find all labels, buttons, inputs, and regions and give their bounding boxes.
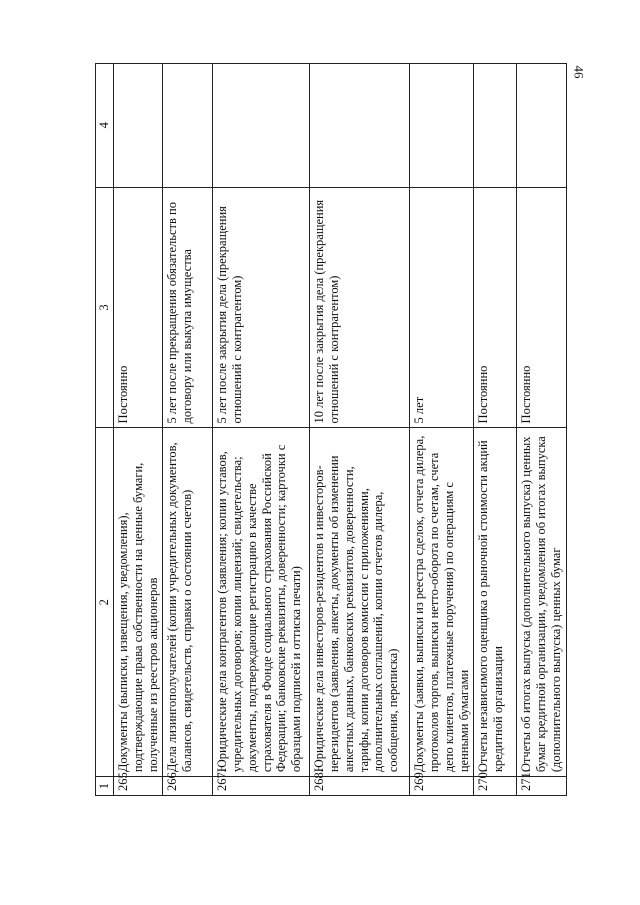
- header-cell-3: 3: [96, 187, 114, 428]
- table-row: [474, 64, 517, 796]
- row-retention-term: 5 лет после прекращения обязательств по договору или выкупа имущества: [163, 187, 213, 428]
- row-number: 266.: [163, 777, 213, 796]
- table-header-row: [96, 64, 114, 796]
- row-note: [474, 64, 517, 188]
- row-number: 270.: [474, 777, 517, 796]
- table-row: [310, 64, 410, 796]
- row-note: [517, 64, 566, 188]
- row-retention-term: 5 лет после закрытия дела (прекращения отношений с контрагентом): [213, 187, 310, 428]
- row-note: [310, 64, 410, 188]
- header-cell-4: 4: [96, 64, 114, 188]
- row-number: 271.: [517, 777, 566, 796]
- table: [95, 63, 567, 796]
- row-description: Юридические дела инвесторов-резидентов и инвесторов-нерезидентов (заявления, анкеты, документы об изменении анкетных данных, банковских реквизитов, доверенности, тарифы, копии договоров комиссии с приложениями, дополнительных соглашений, копии отчетов дилера, сообщения, переписка): [310, 428, 410, 777]
- row-description: Дела лизингополучателей (копии учредительных документов, балансов, свидетельств, справки о состоянии счетов): [163, 428, 213, 777]
- row-retention-term: 10 лет после закрытия дела (прекращения отношений с контрагентом): [310, 187, 410, 428]
- records-retention-table: [95, 63, 563, 796]
- row-retention-term: 5 лет: [410, 187, 474, 428]
- table-row: [114, 64, 163, 796]
- row-description: Отчеты независимого оценщика о рыночной стоимости акций кредитной организации: [474, 428, 517, 777]
- row-note: [163, 64, 213, 188]
- header-cell-2: 2: [96, 428, 114, 777]
- row-description: Юридические дела контрагентов (заявления; копии уставов, учредительных договоров; копии лицензий; свидетельства; документы, подтверждающие регистрацию в качестве страхователя в Фонде социального страхования Российской Федерации; банковские реквизиты, доверенности; карточки с образцами подписей и оттиска печати): [213, 428, 310, 777]
- row-number: 268.: [310, 777, 410, 796]
- row-number: 269.: [410, 777, 474, 796]
- table-row: [213, 64, 310, 796]
- table-row: [410, 64, 474, 796]
- row-number: 267.: [213, 777, 310, 796]
- row-description: Документы (заявки, выписки из реестра сделок, отчета дилера, протоколов торгов, выписки нетто-оборота по счетам, счета депо клиентов, платежные поручения) по операциям с ценными бумагами: [410, 428, 474, 777]
- row-note: [114, 64, 163, 188]
- row-note: [213, 64, 310, 188]
- row-retention-term: Постоянно: [114, 187, 163, 428]
- row-retention-term: Постоянно: [517, 187, 566, 428]
- page-number: 46: [571, 65, 587, 79]
- row-number: 265.: [114, 777, 163, 796]
- row-description: Отчеты об итогах выпуска (дополнительного выпуска) ценных бумаг кредитной организации, уведомления об итогах выпуска (дополнительного выпуска) ценных бумаг: [517, 428, 566, 777]
- table-row: [517, 64, 566, 796]
- header-cell-1: 1: [96, 777, 114, 796]
- table-row: [163, 64, 213, 796]
- row-retention-term: Постоянно: [474, 187, 517, 428]
- row-note: [410, 64, 474, 188]
- row-description: Документы (выписки, извещения, уведомления), подтверждающие права собственности на ценные бумаги, полученные из реестров акционеров: [114, 428, 163, 777]
